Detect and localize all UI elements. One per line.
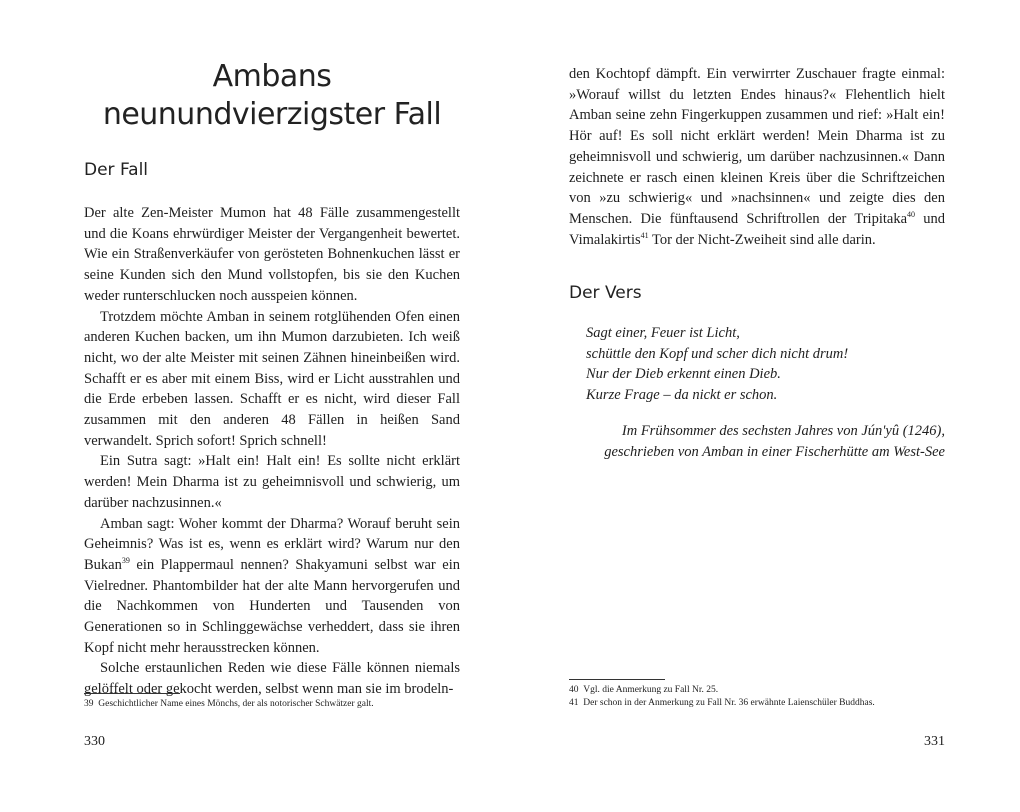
footnote-40: 40 Vgl. die Anmerkung zu Fall Nr. 25.: [569, 685, 719, 695]
continued-body-text: [569, 64, 945, 250]
continued-text-b: und Vimalakirtis: [569, 210, 945, 248]
paragraph-4: [84, 514, 460, 659]
paragraph-5: Solche erstaunlichen Reden wie diese Fälle können niemals gelöffelt oder gekocht werden, selbst wenn man sie im brodeln-: [84, 660, 460, 698]
continued-text-c: Tor der Nicht-Zweiheit sind alle darin.: [648, 231, 876, 248]
footnote-divider: [84, 693, 180, 694]
paragraph-4-text-a: Amban sagt: Woher kommt der Dharma? Worauf beruht sein Geheimnis? Was ist es, wenn es erklärt wird? Warum nur den Bukan: [84, 515, 460, 573]
footnotes: [84, 698, 374, 711]
paragraph-3: Ein Sutra sagt: »Halt ein! Halt ein! Es sollte nicht erklärt werden! Mein Dharma ist zu geheimnisvoll und schwierig, um darüber nachzusinnen.«: [84, 453, 460, 511]
footnotes: [569, 684, 875, 710]
verse-line: Kurze Frage – da nickt er schon.: [586, 386, 778, 403]
footnote-ref-39: 39: [121, 556, 130, 566]
paragraph-1: Der alte Zen-Meister Mumon hat 48 Fälle zusammengestellt und die Koans ehrwürdiger Meister der Vergangenheit bewertet. Wie ein Straßenverkäufer von gerösteten Bohnenkuchen lässt er seine Kunden sich den Mund vollstopfen, bis sie den Kuchen weder runterschlucken noch ausspeien können.: [84, 205, 460, 304]
attribution: [569, 421, 945, 462]
paragraph-4-text-b: ein Plappermaul nennen? Shakyamuni selbst war ein Vielredner. Phantombilder hat der alte Mann hervorgerufen und die Nachkommen von Hunderten und Tausenden von Generationen so in Schlinggewächse verheddert, dass sie ihren Kopf nicht mehr herausstrecken können.: [84, 556, 460, 656]
page-number: 331: [924, 734, 945, 749]
section-heading-der-vers: Der Vers: [569, 283, 642, 303]
footnote-ref-40: 40: [907, 210, 915, 220]
section-heading-der-fall: Der Fall: [84, 160, 149, 180]
continued-paragraph: [569, 64, 945, 250]
verse-line: Sagt einer, Feuer ist Licht,: [586, 325, 740, 341]
attribution-line-1: Im Frühsommer des sechsten Jahres von Jún'yû (1246),: [621, 423, 945, 439]
footnote-ref-41: 41: [640, 230, 649, 240]
verse: [586, 323, 946, 405]
verse-line: schüttle den Kopf und scher dich nicht drum!: [586, 345, 849, 362]
footnote-divider: [569, 679, 665, 680]
footnote-39: 39 Geschichtlicher Name eines Mönchs, der als notorischer Schwätzer galt.: [84, 699, 374, 709]
chapter-title: [84, 58, 460, 134]
right-page: [510, 0, 1020, 812]
continued-text-a: den Kochtopf dämpft. Ein verwirrter Zuschauer fragte einmal: »Worauf willst du letzten Endes hinaus?« Flehentlich hielt Amban seine zehn Fingerkuppen zusammen und rief: »Halt ein! Hör auf! Es soll nicht erklärt werden! Mein Dharma ist zu geheimnisvoll und schwierig, um darüber nachzusinnen.« Dann zeichnete er rasch einen kleinen Kreis über die Schriftzeichen von »zu schwierig« und »nachsinnen« und zeigte dies den Menschen. Die fünftausend Schriftrollen der Tripitaka: [569, 66, 945, 227]
footnote-41: 41 Der schon in der Anmerkung zu Fall Nr. 36 erwähnte Laienschüler Buddhas.: [569, 698, 875, 708]
verse-line: Nur der Dieb erkennt einen Dieb.: [586, 366, 781, 382]
paragraph-2: Trotzdem möchte Amban in seinem rotglühenden Ofen einen anderen Kuchen backen, um ihn Mumon darzubieten. Ich weiß nicht, wo der alte Meister mit seinen Zähnen hineinbeißen wird. Schafft er es aber mit einem Biss, wird er Licht ausstrahlen und die Erde erbeben lassen. Schafft er es nicht, wird dieser Fall zusammen mit den anderen 48 Fällen in heißen Sand verwandelt. Sprich sofort! Sprich schnell!: [84, 308, 460, 449]
attribution-line-2: geschrieben von Amban in einer Fischerhütte am West-See: [604, 443, 945, 460]
chapter-title-line-2: neunundvierzigster Fall: [102, 97, 442, 132]
chapter-title-line-1: Ambans: [212, 59, 332, 94]
page-number: 330: [84, 734, 105, 749]
case-body-text: [84, 203, 460, 700]
